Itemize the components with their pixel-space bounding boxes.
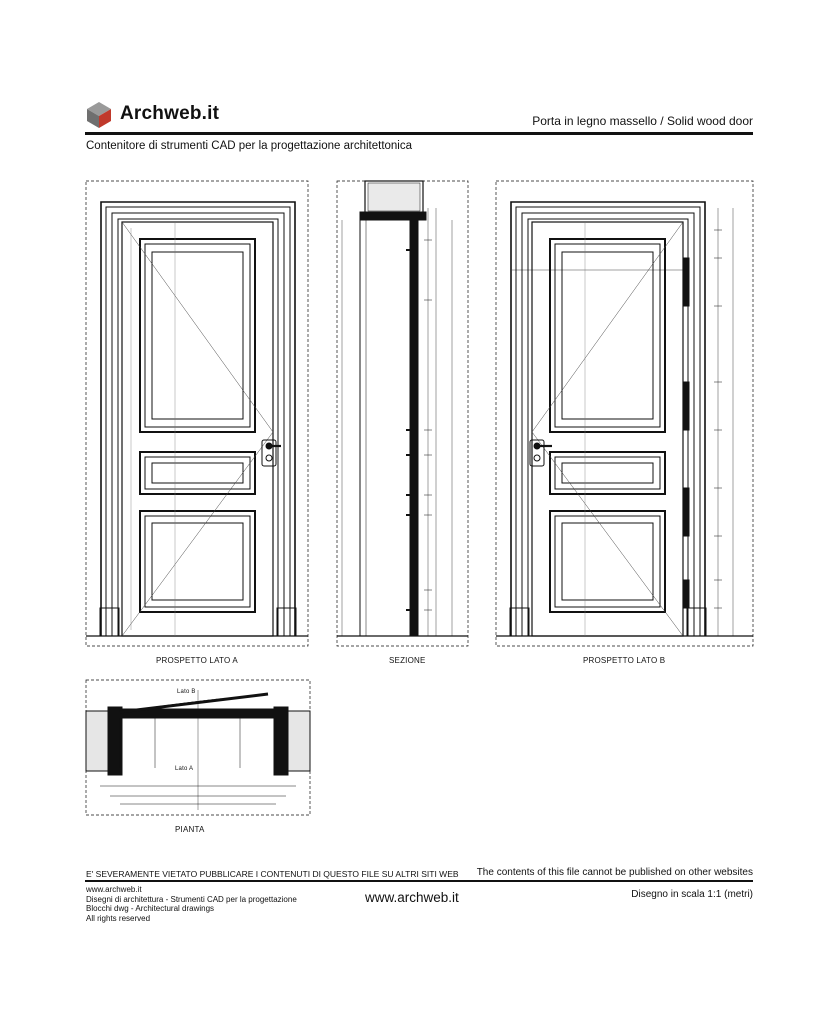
credits-line: Blocchi dwg - Architectural drawings (86, 904, 215, 913)
warning-italian: E' SEVERAMENTE VIETATO PUBBLICARE I CONTENUTI DI QUESTO FILE SU ALTRI SITI WEB (86, 869, 459, 879)
website-link[interactable]: www.archweb.it (365, 890, 459, 905)
caption-section: SEZIONE (389, 656, 426, 665)
plan-view (86, 680, 310, 815)
scale-note: Disegno in scala 1:1 (metri) (631, 889, 753, 900)
caption-side-a: PROSPETTO LATO A (156, 656, 238, 665)
credits-line: All rights reserved (86, 913, 151, 923)
page-title: Porta in legno massello / Solid wood door (532, 114, 753, 128)
page-subtitle: Contenitore di strumenti CAD per la progettazione architettonica (86, 140, 413, 152)
section-view (337, 181, 468, 646)
credits-line: www.archweb.it (86, 885, 142, 894)
brand-name: Archweb.it (120, 103, 220, 124)
elevation-side-b (496, 181, 753, 646)
elevation-side-a (86, 181, 308, 646)
credits-block (86, 885, 297, 923)
warning-english: The contents of this file cannot be published on other websites (476, 867, 753, 878)
footer-rule (85, 880, 753, 882)
plan-label-b: Lato B (177, 689, 196, 695)
caption-side-b: PROSPETTO LATO B (583, 656, 666, 665)
plan-label-a: Lato A (175, 766, 194, 772)
credits-line: Disegni di architettura - Strumenti CAD per la progettazione (86, 894, 297, 904)
caption-plan: PIANTA (175, 825, 205, 834)
